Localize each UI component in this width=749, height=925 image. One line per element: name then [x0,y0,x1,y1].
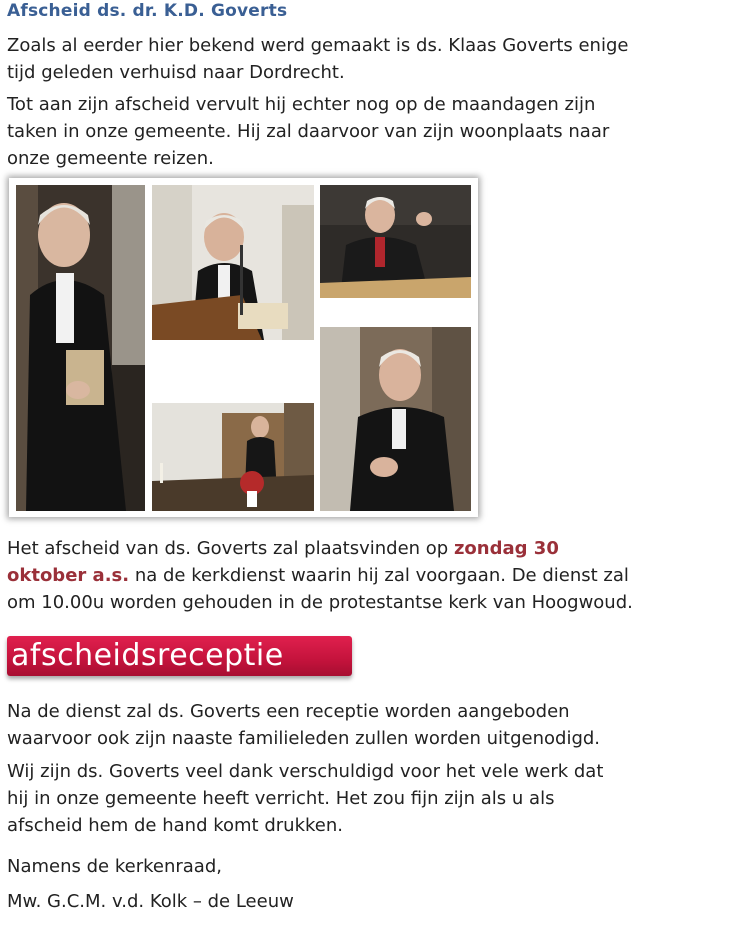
photo-minister-speaking [320,327,471,511]
reception-banner: afscheidsreceptie [7,636,352,676]
paragraph-text: Het afscheid van ds. Goverts zal plaatsvinden op [7,538,454,559]
paragraph-thanks [7,758,742,839]
paragraph-farewell-date [7,535,742,616]
paragraph-line: Zoals al eerder hier bekend werd gemaakt is ds. Klaas Goverts enige [7,35,629,56]
article-title: Afscheid ds. dr. K.D. Goverts [7,1,288,21]
date-highlight: oktober a.s. [7,565,130,586]
paragraph-line: taken in onze gemeente. Hij zal daarvoor van zijn woonplaats naar [7,121,610,142]
closing-text: Namens de kerkenraad, [7,856,222,877]
photo-collage [9,178,478,517]
signature-text: Mw. G.C.M. v.d. Kolk – de Leeuw [7,891,294,912]
paragraph-line [7,535,742,562]
photo-minister-preaching [320,185,471,298]
paragraph-reception [7,698,742,752]
closing-line [7,853,742,880]
paragraph-duties [7,91,742,172]
paragraph-line: waarvoor ook zijn naaste familieleden zullen worden uitgenodigd. [7,728,601,749]
paragraph-text: na de kerkdienst waarin hij zal voorgaan. De dienst zal [129,565,629,586]
photo-minister-standing [16,185,145,511]
paragraph-line: Wij zijn ds. Goverts veel dank verschuldigd voor het vele werk dat [7,761,604,782]
paragraph-intro [7,32,742,86]
paragraph-line: hij in onze gemeente heeft verricht. Het zou fijn zijn als u als [7,788,555,809]
photo-church-interior [152,403,314,511]
paragraph-line: tijd geleden verhuisd naar Dordrecht. [7,62,345,83]
paragraph-line: afscheid hem de hand komt drukken. [7,815,343,836]
paragraph-line: Tot aan zijn afscheid vervult hij echter nog op de maandagen zijn [7,94,596,115]
paragraph-line: onze gemeente reizen. [7,148,214,169]
photo-minister-reading [152,185,314,340]
date-highlight: zondag 30 [453,538,559,559]
paragraph-line: Na de dienst zal ds. Goverts een receptie worden aangeboden [7,701,570,722]
signature-line [7,888,742,915]
paragraph-line: om 10.00u worden gehouden in de protestantse kerk van Hoogwoud. [7,592,633,613]
paragraph-line [7,562,742,589]
